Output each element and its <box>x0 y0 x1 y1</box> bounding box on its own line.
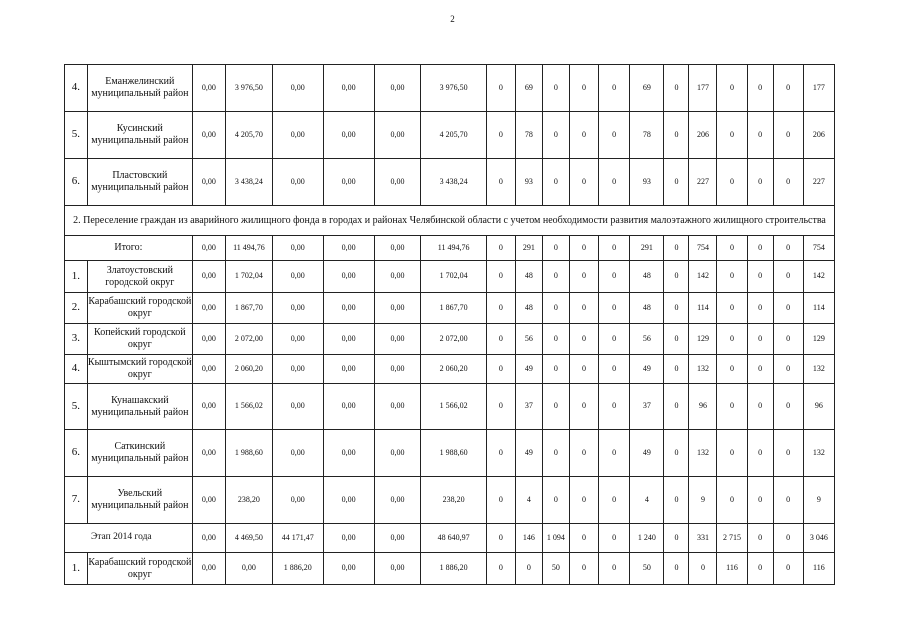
value-cell: 291 <box>515 236 542 261</box>
page-number: 2 <box>450 14 455 24</box>
value-cell: 206 <box>803 112 834 159</box>
value-cell: 0,00 <box>192 477 225 524</box>
value-cell: 0 <box>569 553 598 585</box>
value-cell: 0 <box>486 261 515 293</box>
value-cell: 0,00 <box>323 159 374 206</box>
row-number: 6. <box>65 430 88 477</box>
value-cell: 4 205,70 <box>421 112 486 159</box>
value-cell: 227 <box>803 159 834 206</box>
value-cell: 0,00 <box>323 324 374 355</box>
value-cell: 0 <box>664 159 689 206</box>
value-cell: 50 <box>630 553 664 585</box>
value-cell: 2 060,20 <box>421 355 486 384</box>
value-cell: 0,00 <box>272 261 323 293</box>
value-cell: 2 715 <box>717 524 747 553</box>
value-cell: 142 <box>803 261 834 293</box>
value-cell: 0,00 <box>272 159 323 206</box>
value-cell: 0 <box>773 355 803 384</box>
value-cell: 0 <box>773 524 803 553</box>
value-cell: 0 <box>664 293 689 324</box>
value-cell: 0 <box>664 430 689 477</box>
value-cell: 132 <box>689 355 717 384</box>
value-cell: 78 <box>515 112 542 159</box>
value-cell: 331 <box>689 524 717 553</box>
value-cell: 0,00 <box>272 384 323 430</box>
total-label: Итого: <box>65 236 193 261</box>
value-cell: 0 <box>664 65 689 112</box>
housing-resettlement-table <box>64 64 835 585</box>
value-cell: 754 <box>689 236 717 261</box>
municipality-name: Копейский городской округ <box>87 324 192 355</box>
value-cell: 0,00 <box>323 430 374 477</box>
row-number: 1. <box>65 261 88 293</box>
value-cell: 177 <box>803 65 834 112</box>
value-cell: 0,00 <box>192 324 225 355</box>
value-cell: 56 <box>630 324 664 355</box>
value-cell: 3 046 <box>803 524 834 553</box>
value-cell: 0 <box>717 236 747 261</box>
table-row <box>65 477 835 524</box>
value-cell: 0 <box>717 159 747 206</box>
table-row <box>65 65 835 112</box>
value-cell: 0 <box>747 324 773 355</box>
value-cell: 0 <box>747 112 773 159</box>
value-cell: 3 976,50 <box>226 65 273 112</box>
value-cell: 0,00 <box>374 293 421 324</box>
value-cell: 0 <box>664 524 689 553</box>
row-number: 3. <box>65 324 88 355</box>
value-cell: 0 <box>599 477 630 524</box>
value-cell: 0,00 <box>192 65 225 112</box>
value-cell: 0 <box>569 159 598 206</box>
value-cell: 69 <box>515 65 542 112</box>
value-cell: 0,00 <box>192 261 225 293</box>
value-cell: 0 <box>717 430 747 477</box>
value-cell: 0 <box>773 159 803 206</box>
value-cell: 0 <box>486 430 515 477</box>
value-cell: 177 <box>689 65 717 112</box>
value-cell: 0 <box>569 112 598 159</box>
value-cell: 0 <box>747 261 773 293</box>
value-cell: 0 <box>599 236 630 261</box>
value-cell: 132 <box>689 430 717 477</box>
value-cell: 0 <box>717 112 747 159</box>
value-cell: 2 060,20 <box>226 355 273 384</box>
value-cell: 0 <box>542 355 569 384</box>
value-cell: 0 <box>717 355 747 384</box>
value-cell: 0 <box>717 261 747 293</box>
row-number: 7. <box>65 477 88 524</box>
value-cell: 0 <box>599 553 630 585</box>
value-cell: 114 <box>689 293 717 324</box>
value-cell: 0,00 <box>272 355 323 384</box>
row-number: 1. <box>65 553 88 585</box>
value-cell: 0 <box>569 477 598 524</box>
value-cell: 227 <box>689 159 717 206</box>
value-cell: 0,00 <box>374 261 421 293</box>
value-cell: 0,00 <box>374 477 421 524</box>
value-cell: 0,00 <box>374 236 421 261</box>
value-cell: 0,00 <box>272 112 323 159</box>
value-cell: 0 <box>664 477 689 524</box>
value-cell: 0,00 <box>323 261 374 293</box>
value-cell: 291 <box>630 236 664 261</box>
row-number: 2. <box>65 293 88 324</box>
value-cell: 0,00 <box>192 430 225 477</box>
value-cell: 0,00 <box>192 236 225 261</box>
value-cell: 37 <box>630 384 664 430</box>
value-cell: 0 <box>486 477 515 524</box>
table-row <box>65 430 835 477</box>
value-cell: 0,00 <box>323 355 374 384</box>
value-cell: 0,00 <box>272 293 323 324</box>
value-cell: 48 <box>630 261 664 293</box>
value-cell: 0 <box>599 355 630 384</box>
row-number: 5. <box>65 112 88 159</box>
value-cell: 37 <box>515 384 542 430</box>
value-cell: 0 <box>542 324 569 355</box>
value-cell: 0 <box>599 293 630 324</box>
value-cell: 4 <box>630 477 664 524</box>
value-cell: 9 <box>689 477 717 524</box>
value-cell: 0 <box>747 524 773 553</box>
value-cell: 238,20 <box>421 477 486 524</box>
value-cell: 0 <box>747 355 773 384</box>
value-cell: 0,00 <box>192 112 225 159</box>
value-cell: 0 <box>664 355 689 384</box>
value-cell: 0,00 <box>323 65 374 112</box>
value-cell: 0,00 <box>323 524 374 553</box>
value-cell: 0 <box>689 553 717 585</box>
value-cell: 3 976,50 <box>421 65 486 112</box>
value-cell: 0,00 <box>226 553 273 585</box>
value-cell: 0 <box>717 384 747 430</box>
municipality-name: Увельский муниципальный район <box>87 477 192 524</box>
value-cell: 0 <box>599 384 630 430</box>
value-cell: 0,00 <box>272 477 323 524</box>
value-cell: 0,00 <box>192 384 225 430</box>
value-cell: 0 <box>717 477 747 524</box>
value-cell: 4 205,70 <box>226 112 273 159</box>
value-cell: 1 867,70 <box>421 293 486 324</box>
value-cell: 0 <box>486 553 515 585</box>
value-cell: 0,00 <box>323 236 374 261</box>
value-cell: 0 <box>599 112 630 159</box>
value-cell: 49 <box>515 430 542 477</box>
value-cell: 0 <box>717 324 747 355</box>
value-cell: 0 <box>599 65 630 112</box>
value-cell: 0 <box>717 65 747 112</box>
value-cell: 0 <box>486 355 515 384</box>
value-cell: 129 <box>689 324 717 355</box>
value-cell: 0 <box>747 384 773 430</box>
value-cell: 1 702,04 <box>226 261 273 293</box>
value-cell: 0 <box>747 65 773 112</box>
value-cell: 1 988,60 <box>421 430 486 477</box>
value-cell: 0 <box>569 524 598 553</box>
value-cell: 0,00 <box>374 553 421 585</box>
value-cell: 1 566,02 <box>421 384 486 430</box>
value-cell: 96 <box>689 384 717 430</box>
row-number: 5. <box>65 384 88 430</box>
value-cell: 0 <box>542 384 569 430</box>
value-cell: 0 <box>664 553 689 585</box>
value-cell: 0,00 <box>374 355 421 384</box>
value-cell: 0,00 <box>272 65 323 112</box>
value-cell: 0,00 <box>374 324 421 355</box>
row-number: 4. <box>65 355 88 384</box>
value-cell: 0 <box>486 384 515 430</box>
value-cell: 0 <box>569 293 598 324</box>
value-cell: 0 <box>486 324 515 355</box>
value-cell: 44 171,47 <box>272 524 323 553</box>
value-cell: 0 <box>542 477 569 524</box>
value-cell: 0 <box>486 112 515 159</box>
value-cell: 0,00 <box>374 112 421 159</box>
value-cell: 0 <box>773 65 803 112</box>
value-cell: 96 <box>803 384 834 430</box>
value-cell: 142 <box>689 261 717 293</box>
value-cell: 0 <box>486 236 515 261</box>
value-cell: 129 <box>803 324 834 355</box>
value-cell: 1 566,02 <box>226 384 273 430</box>
row-number: 4. <box>65 65 88 112</box>
table-row <box>65 524 835 553</box>
value-cell: 1 702,04 <box>421 261 486 293</box>
value-cell: 93 <box>630 159 664 206</box>
value-cell: 0 <box>599 324 630 355</box>
value-cell: 0 <box>542 159 569 206</box>
value-cell: 146 <box>515 524 542 553</box>
table-row <box>65 236 835 261</box>
value-cell: 1 988,60 <box>226 430 273 477</box>
value-cell: 0 <box>747 477 773 524</box>
value-cell: 0 <box>664 384 689 430</box>
value-cell: 132 <box>803 430 834 477</box>
value-cell: 0 <box>542 293 569 324</box>
value-cell: 4 <box>515 477 542 524</box>
value-cell: 0 <box>599 159 630 206</box>
row-number: 6. <box>65 159 88 206</box>
value-cell: 48 <box>515 293 542 324</box>
value-cell: 0 <box>773 477 803 524</box>
value-cell: 0 <box>486 65 515 112</box>
value-cell: 0 <box>747 159 773 206</box>
value-cell: 0 <box>569 261 598 293</box>
value-cell: 116 <box>803 553 834 585</box>
value-cell: 0 <box>747 293 773 324</box>
value-cell: 0,00 <box>192 159 225 206</box>
value-cell: 48 <box>515 261 542 293</box>
value-cell: 238,20 <box>226 477 273 524</box>
value-cell: 0 <box>773 236 803 261</box>
table-row <box>65 553 835 585</box>
municipality-name: Кунашакский муниципальный район <box>87 384 192 430</box>
value-cell: 0 <box>664 261 689 293</box>
value-cell: 1 886,20 <box>421 553 486 585</box>
value-cell: 116 <box>717 553 747 585</box>
table-row <box>65 324 835 355</box>
value-cell: 56 <box>515 324 542 355</box>
municipality-name: Кусинский муниципальный район <box>87 112 192 159</box>
value-cell: 0,00 <box>192 355 225 384</box>
value-cell: 0 <box>664 324 689 355</box>
value-cell: 0,00 <box>374 384 421 430</box>
value-cell: 0 <box>569 236 598 261</box>
municipality-name: Златоустовский городской округ <box>87 261 192 293</box>
value-cell: 49 <box>630 430 664 477</box>
value-cell: 0,00 <box>192 524 225 553</box>
value-cell: 49 <box>630 355 664 384</box>
value-cell: 0 <box>542 65 569 112</box>
value-cell: 0 <box>569 324 598 355</box>
table-row <box>65 384 835 430</box>
value-cell: 0 <box>773 430 803 477</box>
value-cell: 0 <box>747 236 773 261</box>
value-cell: 0 <box>542 112 569 159</box>
value-cell: 0 <box>569 384 598 430</box>
value-cell: 1 867,70 <box>226 293 273 324</box>
value-cell: 69 <box>630 65 664 112</box>
value-cell: 0 <box>569 65 598 112</box>
value-cell: 754 <box>803 236 834 261</box>
value-cell: 11 494,76 <box>421 236 486 261</box>
value-cell: 0 <box>773 384 803 430</box>
value-cell: 0,00 <box>323 477 374 524</box>
value-cell: 114 <box>803 293 834 324</box>
value-cell: 0 <box>486 293 515 324</box>
value-cell: 0,00 <box>374 159 421 206</box>
value-cell: 48 640,97 <box>421 524 486 553</box>
value-cell: 93 <box>515 159 542 206</box>
value-cell: 0,00 <box>323 112 374 159</box>
value-cell: 11 494,76 <box>226 236 273 261</box>
value-cell: 0 <box>542 261 569 293</box>
value-cell: 0 <box>773 553 803 585</box>
value-cell: 2 072,00 <box>421 324 486 355</box>
table-row <box>65 293 835 324</box>
municipality-name: Кыштымский городской округ <box>87 355 192 384</box>
value-cell: 0,00 <box>192 293 225 324</box>
value-cell: 3 438,24 <box>421 159 486 206</box>
value-cell: 0,00 <box>272 430 323 477</box>
value-cell: 0 <box>569 430 598 477</box>
value-cell: 0,00 <box>272 324 323 355</box>
value-cell: 0 <box>747 553 773 585</box>
value-cell: 0 <box>599 524 630 553</box>
value-cell: 0 <box>486 524 515 553</box>
value-cell: 49 <box>515 355 542 384</box>
municipality-name: Карабашский городской округ <box>87 553 192 585</box>
value-cell: 132 <box>803 355 834 384</box>
value-cell: 1 886,20 <box>272 553 323 585</box>
value-cell: 48 <box>630 293 664 324</box>
value-cell: 0,00 <box>323 553 374 585</box>
value-cell: 0 <box>717 293 747 324</box>
value-cell: 3 438,24 <box>226 159 273 206</box>
value-cell: 0,00 <box>323 293 374 324</box>
table-row <box>65 159 835 206</box>
value-cell: 1 094 <box>542 524 569 553</box>
value-cell: 0,00 <box>192 553 225 585</box>
value-cell: 0 <box>599 430 630 477</box>
value-cell: 0,00 <box>272 236 323 261</box>
value-cell: 2 072,00 <box>226 324 273 355</box>
value-cell: 4 469,50 <box>226 524 273 553</box>
value-cell: 0 <box>664 112 689 159</box>
value-cell: 0 <box>542 236 569 261</box>
table-row <box>65 261 835 293</box>
value-cell: 9 <box>803 477 834 524</box>
value-cell: 0 <box>773 324 803 355</box>
value-cell: 50 <box>542 553 569 585</box>
value-cell: 0 <box>773 293 803 324</box>
value-cell: 1 240 <box>630 524 664 553</box>
value-cell: 0 <box>599 261 630 293</box>
value-cell: 0,00 <box>374 524 421 553</box>
municipality-name: Пластовский муниципальный район <box>87 159 192 206</box>
value-cell: 0,00 <box>374 430 421 477</box>
value-cell: 0,00 <box>323 384 374 430</box>
municipality-name: Саткинский муниципальный район <box>87 430 192 477</box>
table-row <box>65 355 835 384</box>
table-row <box>65 112 835 159</box>
value-cell: 0 <box>569 355 598 384</box>
municipality-name: Еманжелинский муниципальный район <box>87 65 192 112</box>
value-cell: 78 <box>630 112 664 159</box>
value-cell: 0 <box>747 430 773 477</box>
value-cell: 0 <box>515 553 542 585</box>
municipality-name: Карабашский городской округ <box>87 293 192 324</box>
value-cell: 0 <box>773 112 803 159</box>
value-cell: 0,00 <box>374 65 421 112</box>
table-body <box>65 65 835 585</box>
value-cell: 206 <box>689 112 717 159</box>
value-cell: 0 <box>773 261 803 293</box>
section-heading: 2. Переселение граждан из аварийного жилищного фонда в городах и районах Челябинской области с учетом необходимости развития малоэтажного жилищного строительства <box>65 206 835 236</box>
stage-label: Этап 2014 года <box>65 524 193 553</box>
value-cell: 0 <box>664 236 689 261</box>
value-cell: 0 <box>542 430 569 477</box>
value-cell: 0 <box>486 159 515 206</box>
table-row <box>65 206 835 236</box>
